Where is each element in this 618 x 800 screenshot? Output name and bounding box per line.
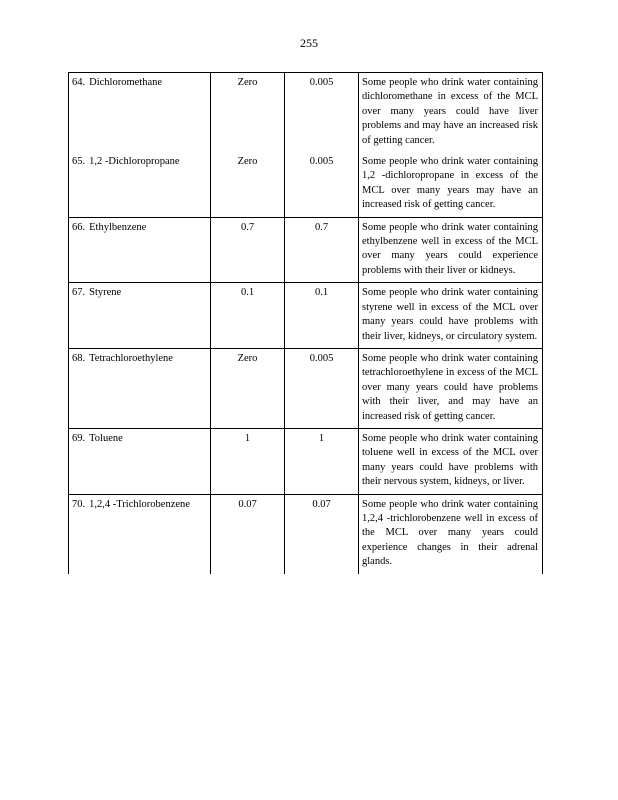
row-number: 65. bbox=[72, 156, 86, 168]
table-row bbox=[69, 495, 542, 574]
contaminant-name: Dichloromethane bbox=[89, 77, 163, 88]
contaminant-table bbox=[68, 72, 543, 574]
contaminant-name-cell bbox=[69, 283, 211, 348]
contaminant-name-cell bbox=[69, 73, 211, 152]
contaminant-name: Tetrachloroethylene bbox=[89, 352, 173, 364]
row-number: 69. bbox=[72, 432, 86, 444]
table-row bbox=[69, 218, 542, 284]
mclg-value: 0.1 bbox=[211, 283, 285, 348]
mclg-value: Zero bbox=[211, 152, 285, 217]
row-number: 68. bbox=[72, 352, 86, 364]
contaminant-name-cell bbox=[69, 495, 211, 574]
contaminant-name-cell bbox=[69, 218, 211, 283]
contaminant-name-cell bbox=[69, 152, 211, 217]
mclg-value: 0.7 bbox=[211, 218, 285, 283]
table-row bbox=[69, 73, 542, 152]
health-effect-text: Some people who drink water containing styrene well in excess of the MCL over many years could have problems with their liver, kidneys, or circulatory system. bbox=[362, 287, 538, 342]
health-effect-text: Some people who drink water containing dichloromethane in excess of the MCL over many years could have liver problems and may have an increased risk of getting cancer. bbox=[362, 77, 538, 146]
mcl-value: 0.005 bbox=[285, 152, 359, 217]
table-row bbox=[69, 283, 542, 349]
row-number: 64. bbox=[72, 77, 86, 88]
contaminant-name: 1,2,4 -Trichlorobenzene bbox=[89, 498, 190, 510]
table-row bbox=[69, 349, 542, 429]
mclg-value: Zero bbox=[211, 349, 285, 428]
health-effect-text: Some people who drink water containing 1,2,4 -trichlorobenzene well in excess of the MCL over many years could experience changes in their adrenal glands. bbox=[362, 498, 538, 568]
table-row bbox=[69, 152, 542, 218]
row-number: 67. bbox=[72, 287, 86, 299]
contaminant-name: Styrene bbox=[89, 287, 122, 299]
contaminant-name-cell bbox=[69, 349, 211, 428]
row-number: 66. bbox=[72, 221, 86, 233]
mcl-value: 0.005 bbox=[285, 349, 359, 428]
page-number: 255 bbox=[300, 36, 318, 50]
contaminant-name: 1,2 -Dichloropropane bbox=[89, 156, 180, 168]
table-row bbox=[69, 429, 542, 495]
contaminant-name: Ethylbenzene bbox=[89, 221, 147, 233]
health-effect-text: Some people who drink water containing ethylbenzene well in excess of the MCL over many years could experience problems with their liver or kidneys. bbox=[362, 221, 538, 276]
mclg-value: 0.07 bbox=[211, 495, 285, 574]
health-effect-text: Some people who drink water containing 1,2 -dichloropropane in excess of the MCL over many years may have an increased risk of getting cancer. bbox=[362, 156, 538, 211]
mcl-value: 1 bbox=[285, 429, 359, 494]
contaminant-name-cell bbox=[69, 429, 211, 494]
mcl-value: 0.1 bbox=[285, 283, 359, 348]
contaminant-name: Toluene bbox=[89, 432, 123, 444]
mclg-value: Zero bbox=[211, 73, 285, 152]
mclg-value: 1 bbox=[211, 429, 285, 494]
mcl-value: 0.005 bbox=[285, 73, 359, 152]
mcl-value: 0.7 bbox=[285, 218, 359, 283]
mcl-value: 0.07 bbox=[285, 495, 359, 574]
health-effect-text: Some people who drink water containing toluene well in excess of the MCL over many years could have problems with their nervous system, kidneys, or liver. bbox=[362, 432, 538, 488]
row-number: 70. bbox=[72, 498, 86, 510]
health-effect-text: Some people who drink water containing tetrachloroethylene in excess of the MCL over many years could have problems with their liver, and may have an increased risk of getting cancer. bbox=[362, 352, 538, 422]
